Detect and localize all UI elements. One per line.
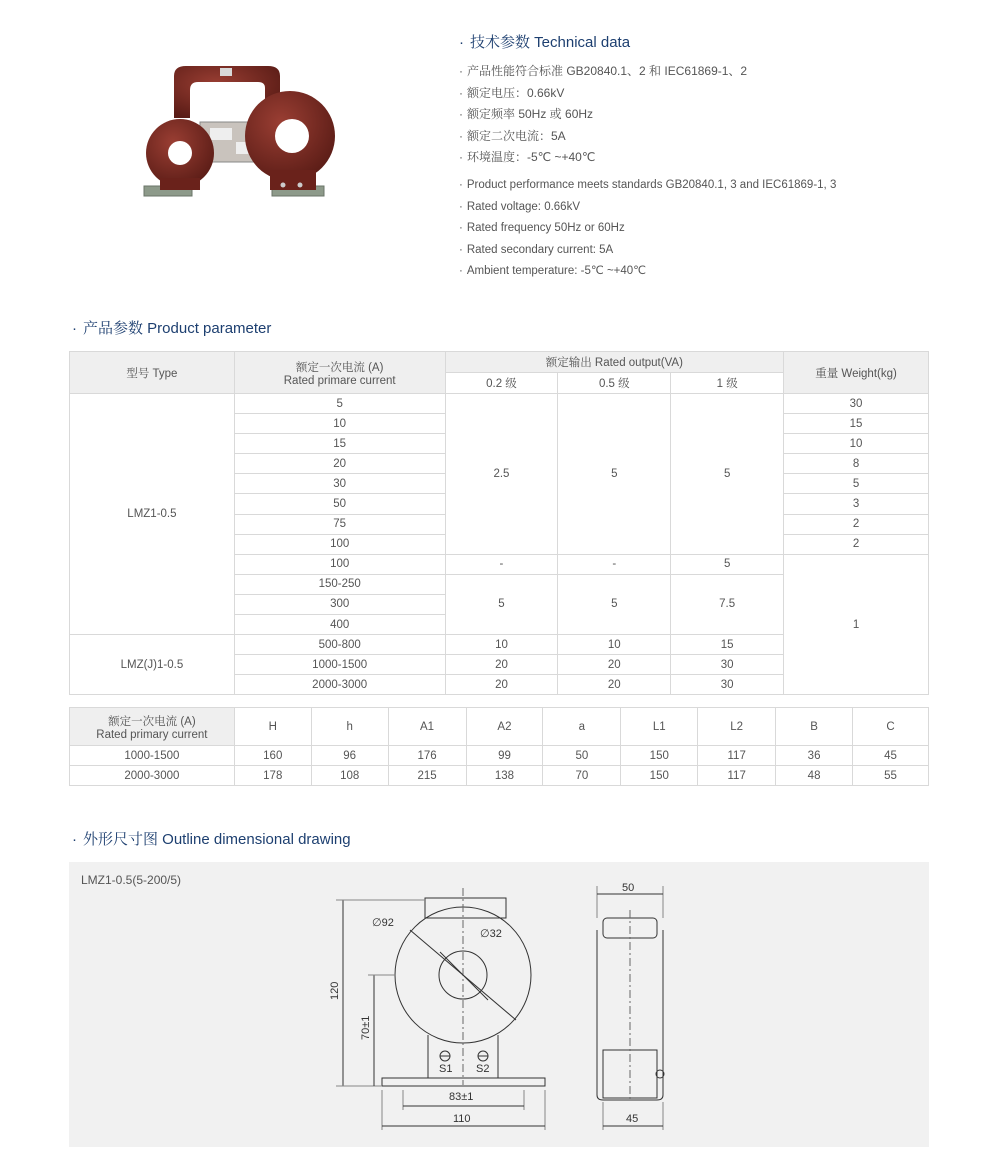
header-h: h — [311, 708, 388, 746]
dim-cell: 178 — [234, 766, 311, 786]
output-cell: 20 — [558, 655, 671, 675]
header-type: 型号 Type — [70, 352, 235, 394]
weight-cell: 5 — [784, 474, 929, 494]
header-weight: 重量 Weight(kg) — [784, 352, 929, 394]
output-cell: 5 — [671, 394, 784, 555]
current-cell: 100 — [234, 554, 445, 574]
technical-zh-list — [459, 61, 747, 169]
dim-cell: 117 — [698, 746, 776, 766]
header-A1: A1 — [388, 708, 466, 746]
header-H: H — [234, 708, 311, 746]
list-item: · Product performance meets standards GB20840.1, 3 and IEC61869-1, 3 — [459, 179, 837, 191]
table-row — [70, 766, 929, 786]
dimension-table — [69, 707, 929, 786]
output-cell: 7.5 — [671, 574, 784, 634]
header-class-05: 0.5 级 — [558, 373, 671, 394]
output-cell: 10 — [445, 635, 558, 655]
dim-top-width: 50 — [622, 882, 635, 894]
technical-title: · 技术参数 Technical data — [459, 34, 631, 51]
current-cell: 150-250 — [234, 574, 445, 594]
product-title: · 产品参数 Product parameter — [72, 320, 272, 337]
dim-cell: 70 — [543, 766, 621, 786]
dim-cell: 2000-3000 — [70, 766, 235, 786]
list-item: · 额定电压：0.66kV — [459, 85, 565, 100]
weight-cell: 8 — [784, 454, 929, 474]
outline-drawing — [320, 875, 680, 1135]
output-cell: 2.5 — [445, 394, 558, 555]
current-cell: 20 — [234, 454, 445, 474]
list-item: · 额定二次电流：5A — [459, 128, 566, 143]
dim-center-height: 70±1 — [360, 1015, 372, 1040]
dim-side-width: 45 — [626, 1113, 639, 1125]
list-item: · 额定频率 50Hz 或 60Hz — [459, 107, 594, 121]
drawing-model-label: LMZ1-0.5(5-200/5) — [81, 873, 182, 887]
output-cell: 30 — [671, 675, 784, 695]
table-row — [70, 746, 929, 766]
output-cell: 10 — [558, 635, 671, 655]
output-cell: 30 — [671, 655, 784, 675]
dim-cell: 160 — [234, 746, 311, 766]
current-cell: 500-800 — [234, 635, 445, 655]
dim-cell: 1000-1500 — [70, 746, 235, 766]
outline-title: · 外形尺寸图 Outline dimensional drawing — [72, 831, 351, 848]
table-row — [70, 394, 929, 414]
dim-inner-diameter: ∅32 — [480, 928, 502, 940]
dim-cell: 108 — [311, 766, 388, 786]
dim-hole-distance: 83±1 — [449, 1091, 474, 1103]
list-item: · Rated secondary current: 5A — [459, 243, 614, 256]
current-cell: 75 — [234, 514, 445, 534]
output-cell: - — [558, 554, 671, 574]
current-cell: 2000-3000 — [234, 675, 445, 695]
current-cell: 400 — [234, 615, 445, 635]
current-cell: 100 — [234, 534, 445, 554]
dim-cell: 48 — [776, 766, 853, 786]
terminal-s1: S1 — [439, 1063, 453, 1075]
weight-cell: 30 — [784, 394, 929, 414]
dim-height: 120 — [329, 981, 341, 1000]
weight-cell: 1 — [784, 554, 929, 695]
output-cell: 20 — [445, 675, 558, 695]
dim-cell: 36 — [776, 746, 853, 766]
header-output: 额定输出 Rated output(VA) — [445, 352, 784, 373]
current-cell: 300 — [234, 594, 445, 614]
header-current: 额定一次电流 (A) Rated primary current — [70, 708, 235, 746]
product-parameter-table — [69, 351, 929, 695]
dim-cell: 215 — [388, 766, 466, 786]
product-photo — [140, 58, 340, 208]
output-cell: 5 — [671, 554, 784, 574]
dim-cell: 96 — [311, 746, 388, 766]
output-cell: 15 — [671, 635, 784, 655]
current-cell: 50 — [234, 494, 445, 514]
model-cell: LMZ(J)1-0.5 — [70, 635, 235, 695]
dim-cell: 99 — [466, 746, 543, 766]
dim-base-width: 110 — [453, 1113, 471, 1125]
dim-cell: 138 — [466, 766, 543, 786]
dim-cell: 117 — [698, 766, 776, 786]
dim-cell: 150 — [621, 766, 698, 786]
dim-cell: 50 — [543, 746, 621, 766]
dim-outer-diameter: ∅92 — [372, 917, 394, 929]
header-L1: L1 — [621, 708, 698, 746]
header-class-02: 0.2 级 — [445, 373, 558, 394]
current-cell: 1000-1500 — [234, 655, 445, 675]
terminal-s2: S2 — [476, 1063, 490, 1075]
weight-cell: 15 — [784, 414, 929, 434]
weight-cell: 2 — [784, 514, 929, 534]
header-C: C — [853, 708, 929, 746]
list-item: · Rated voltage: 0.66kV — [459, 200, 581, 213]
current-cell: 5 — [234, 394, 445, 414]
current-cell: 30 — [234, 474, 445, 494]
header-current: 额定一次电流 (A) Rated primare current — [234, 352, 445, 394]
output-cell: 5 — [558, 394, 671, 555]
dim-cell: 55 — [853, 766, 929, 786]
header-L2: L2 — [698, 708, 776, 746]
list-item: · Ambient temperature: -5℃ ~+40℃ — [459, 265, 647, 277]
output-cell: 5 — [558, 574, 671, 634]
technical-en-list — [459, 175, 836, 283]
output-cell: 20 — [558, 675, 671, 695]
header-A2: A2 — [466, 708, 543, 746]
output-cell: 5 — [445, 574, 558, 634]
dim-cell: 176 — [388, 746, 466, 766]
output-cell: 20 — [445, 655, 558, 675]
list-item: · 环境温度：-5℃ ~+40℃ — [459, 150, 596, 164]
current-cell: 15 — [234, 434, 445, 454]
current-cell: 10 — [234, 414, 445, 434]
dim-cell: 150 — [621, 746, 698, 766]
weight-cell: 10 — [784, 434, 929, 454]
header-B: B — [776, 708, 853, 746]
weight-cell: 3 — [784, 494, 929, 514]
model-cell: LMZ1-0.5 — [70, 394, 235, 635]
list-item: · 产品性能符合标准 GB20840.1、2 和 IEC61869-1、2 — [459, 64, 748, 78]
header-class-1: 1 级 — [671, 373, 784, 394]
dim-cell: 45 — [853, 746, 929, 766]
weight-cell: 2 — [784, 534, 929, 554]
list-item: · Rated frequency 50Hz or 60Hz — [459, 222, 625, 234]
header-a: a — [543, 708, 621, 746]
output-cell: - — [445, 554, 558, 574]
